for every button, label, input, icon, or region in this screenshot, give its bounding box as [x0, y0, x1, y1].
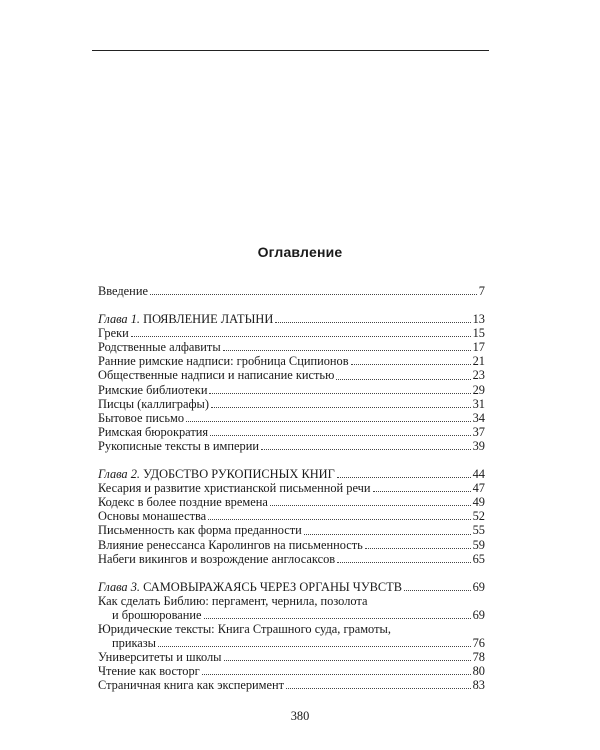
toc-section-entry[interactable] [98, 368, 485, 382]
toc-entry-label: Писцы (каллиграфы) [98, 396, 209, 411]
toc-section-entry[interactable] [98, 383, 485, 397]
toc-entry-label: Рукописные тексты в империи [98, 438, 259, 453]
dot-leader [208, 519, 470, 520]
toc-entry-page: 55 [472, 523, 485, 538]
toc-entry-label-continued: приказы [112, 636, 157, 651]
toc-section-entry[interactable] [98, 650, 485, 664]
dot-leader [286, 688, 471, 689]
toc-entry-label: Бытовое письмо [98, 410, 185, 425]
toc-entry-page: 76 [472, 636, 485, 651]
toc-chapter-entry[interactable] [98, 467, 485, 481]
toc-entry-page: 52 [472, 509, 485, 524]
toc-section-entry-continuation[interactable] [98, 608, 485, 622]
dot-leader [210, 435, 471, 436]
chapter-prefix: Глава 2. [98, 467, 141, 482]
chapters-container [98, 298, 485, 692]
chapter-label [98, 467, 335, 481]
chapter-gap [98, 566, 485, 580]
toc-entry-page: 59 [472, 537, 485, 552]
chapter-label [98, 580, 402, 594]
dot-leader [404, 590, 471, 591]
toc-entry-page: 80 [472, 664, 485, 679]
toc-section-entry[interactable] [98, 481, 485, 495]
dot-leader [202, 674, 471, 675]
chapter-gap [98, 298, 485, 312]
toc-section-entry[interactable] [98, 340, 485, 354]
toc-section-entry-continuation[interactable] [98, 636, 485, 650]
toc-entry-page: 17 [472, 340, 485, 355]
toc-section-entry[interactable] [98, 678, 485, 692]
dot-leader [131, 336, 471, 337]
toc-section-entry[interactable] [98, 425, 485, 439]
chapter-title: УДОБСТВО РУКОПИСНЫХ КНИГ [143, 467, 335, 482]
toc-entry-label: Письменность как форма преданности [98, 523, 302, 538]
dot-leader [224, 660, 471, 661]
toc-entry-label: Родственные алфавиты [98, 340, 221, 355]
toc-section-entry[interactable] [98, 354, 485, 368]
toc-entry-page: 23 [472, 368, 485, 383]
toc-entry-page: 44 [472, 467, 485, 482]
dot-leader [337, 562, 470, 563]
toc-section-entry[interactable] [98, 411, 485, 425]
toc-section-entry[interactable] [98, 664, 485, 678]
toc-entry-page: 78 [472, 650, 485, 665]
dot-leader [373, 491, 471, 492]
chapter-gap [98, 453, 485, 467]
dot-leader [351, 364, 471, 365]
toc-entry-page: 69 [472, 607, 485, 622]
toc-entry-page: 69 [472, 579, 485, 594]
dot-leader [204, 618, 471, 619]
chapter-title: САМОВЫРАЖАЯСЬ ЧЕРЕЗ ОРГАНЫ ЧУВСТВ [143, 579, 402, 594]
toc-entry-label: Римская бюрократия [98, 424, 209, 439]
toc-entry-page: 65 [472, 551, 485, 566]
toc-chapter-entry[interactable] [98, 580, 485, 594]
dot-leader [336, 379, 470, 380]
toc-entry-label-continued: и брошюрование [112, 607, 202, 622]
toc-section-entry[interactable] [98, 538, 485, 552]
toc-section-entry[interactable] [98, 397, 485, 411]
toc-entry-label: Греки [98, 326, 129, 341]
dot-leader [150, 294, 477, 295]
toc-chapter-entry[interactable] [98, 312, 485, 326]
chapter-prefix: Глава 3. [98, 579, 141, 594]
dot-leader [209, 393, 470, 394]
toc-entry-page: 37 [472, 424, 485, 439]
toc-entry-page: 15 [472, 326, 485, 341]
dot-leader [211, 407, 471, 408]
toc-section-entry[interactable] [98, 552, 485, 566]
toc-entry-label: Набеги викингов и возрождение англосаксов [98, 551, 336, 566]
toc-entry-page: 47 [472, 481, 485, 496]
dot-leader [304, 534, 471, 535]
dot-leader [270, 505, 471, 506]
toc-entry-page: 34 [472, 410, 485, 425]
toc-entry-label: Основы монашества [98, 509, 207, 524]
toc-entry-page: 13 [472, 312, 485, 327]
toc-entry-label: Введение [98, 284, 148, 298]
toc-entry-page: 31 [472, 396, 485, 411]
toc-section-entry[interactable] [98, 622, 485, 636]
dot-leader [337, 477, 471, 478]
toc-entry-label: Общественные надписи и написание кистью [98, 368, 335, 383]
toc-section-entry[interactable] [98, 495, 485, 509]
toc-entry-label: Как сделать Библию: пергамент, чернила, позолота [98, 593, 368, 608]
toc-section-entry[interactable] [98, 594, 485, 608]
toc-entry-page: 39 [472, 438, 485, 453]
toc-section-entry[interactable] [98, 439, 485, 453]
toc-section-entry[interactable] [98, 523, 485, 537]
toc-heading: Оглавление [257, 244, 343, 260]
dot-leader [223, 350, 471, 351]
chapter-prefix: Глава 1. [98, 312, 141, 327]
toc-entry-intro[interactable] [98, 284, 485, 298]
toc-entry-label: Кодекс в более поздние времена [98, 495, 268, 510]
toc-section-entry[interactable] [98, 326, 485, 340]
toc-entry-page: 29 [472, 382, 485, 397]
toc-entry-label: Римские библиотеки [98, 382, 208, 397]
chapter-title: ПОЯВЛЕНИЕ ЛАТЫНИ [143, 312, 274, 327]
toc-entry-page: 7 [478, 284, 485, 298]
toc-entry-page: 49 [472, 495, 485, 510]
toc-entry-label: Университеты и школы [98, 650, 222, 665]
toc-entry-page: 83 [472, 678, 485, 693]
toc-entry-label: Ранние римские надписи: гробница Сципионов [98, 354, 349, 369]
dot-leader [186, 421, 471, 422]
toc-section-entry[interactable] [98, 509, 485, 523]
toc-entry-label: Юридические тексты: Книга Страшного суда, грамоты, [98, 621, 391, 636]
toc-entry-page: 21 [472, 354, 485, 369]
page-number: 380 [290, 709, 310, 723]
table-of-contents [98, 284, 485, 692]
dot-leader [275, 322, 470, 323]
toc-entry-label: Кесария и развитие христианской письменной речи [98, 481, 371, 496]
dot-leader [365, 548, 471, 549]
toc-entry-label: Страничная книга как эксперимент [98, 678, 285, 693]
toc-entry-label: Чтение как восторг [98, 664, 200, 679]
toc-entry-label: Влияние ренессанса Каролингов на письменность [98, 537, 363, 552]
dot-leader [261, 449, 471, 450]
dot-leader [158, 646, 471, 647]
header-rule [92, 50, 489, 51]
chapter-label [98, 312, 273, 326]
